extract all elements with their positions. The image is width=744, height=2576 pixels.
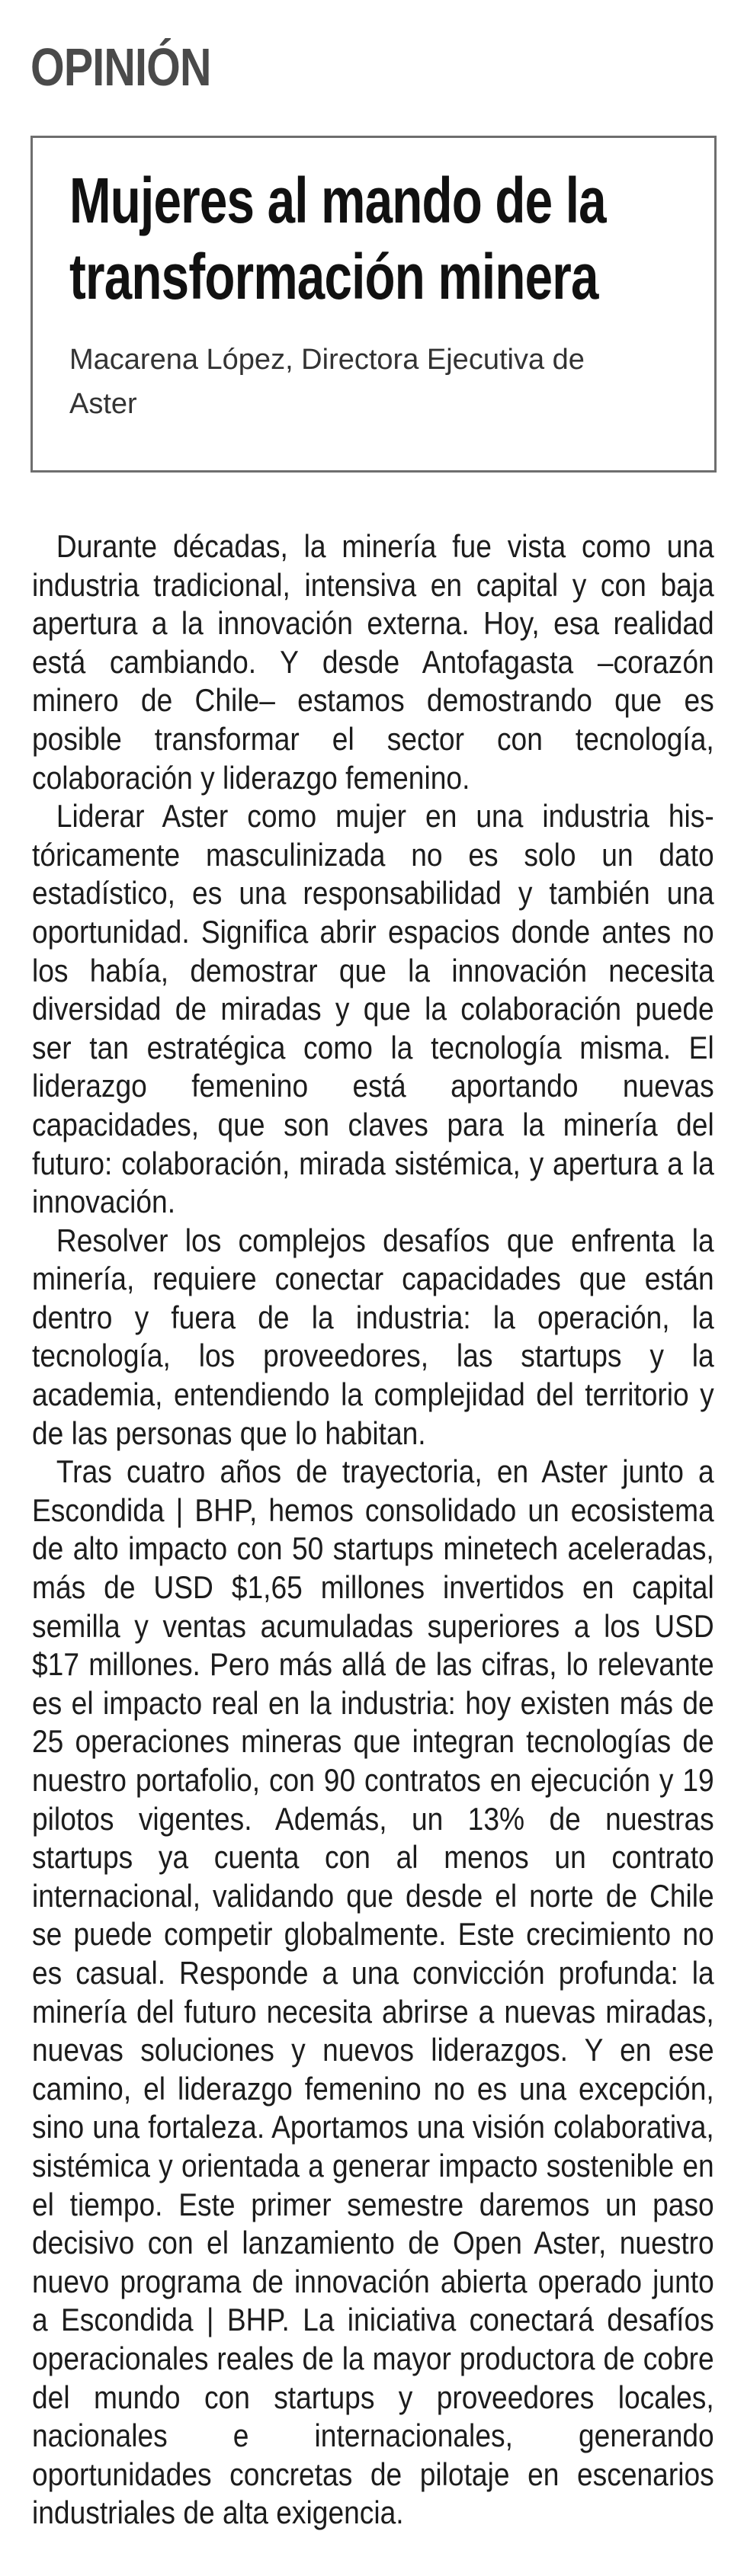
body-paragraph: Durante décadas, la minería fue vista como una industria tradicional, intensiva en capital y con baja apertura a la innovación externa. Hoy, esa realidad está cambiando. Y desde Antofagasta –corazón minero de Chile– estamos demostrando que es posible transformar el sector con tecnología, colaboración y liderazgo femenino. — [32, 528, 714, 796]
headline-box — [30, 136, 717, 473]
body-paragraph: Liderar Aster como mujer en una industria históricamente masculinizada no es solo un dato estadístico, es una responsabilidad y también una oportunidad. Significa abrir espacios donde antes no los había, demostrar que la innovación necesita diversidad de miradas y que la colaboración puede ser tan estratégica como la tecnología misma. El liderazgo femenino está aportando nuevas capacidades, que son claves para la minería del futuro: colaboración, mirada sistémica, y apertura a la innovación. — [32, 798, 714, 1220]
article-body — [32, 527, 714, 2533]
body-paragraph: Resolver los complejos desafíos que enfrenta la minería, requiere conectar capacidades que están dentro y fuera de la industria: la operación, la tecnología, los proveedores, las startups y la academia, entendiendo la complejidad del territorio y de las personas que lo habitan. — [32, 1222, 714, 1451]
article-byline: Macarena López, Directora Ejecutiva de Aster — [69, 344, 585, 420]
body-paragraph: Tras cuatro años de trayectoria, en Aster junto a Escondida | BHP, hemos consolidado un ecosistema de alto impacto con 50 startups minetech aceleradas, más de USD $1,65 millones invertidos en capital semilla y ventas acumuladas superiores a los USD $17 millones. Pero más allá de las cifras, lo relevante es el impacto real en la industria: hoy existen más de 25 operaciones mineras que integran tecnologías de nuestro portafolio, con 90 contratos en ejecución y 19 pilotos vigentes. Además, un 13% de nuestras startups ya cuenta con al menos un contrato internacional, validando que desde el norte de Chile se puede competir globalmente. Este crecimiento no es casual. Responde a una convicción profunda: la minería del futuro necesita abrirse a nuevas miradas, nuevas soluciones y nuevos liderazgos. Y en ese camino, el liderazgo femenino no es una excepción, sino una fortaleza. Aportamos una visión colaborativa, sistémica y orientada a generar impacto sostenible en el tiempo. Este primer semestre daremos un paso decisivo con el lanzamiento de Open Aster, nuestro nuevo programa de innovación abierta operado junto a Escondida | BHP. La iniciativa conectará desafíos operacionales reales de la mayor productora de cobre del mundo con startups y proveedores locales, nacionales e internacionales, generando oportunidades concretas de pilotaje en escenarios industriales de alta exigencia. — [32, 1453, 714, 2531]
article-headline: Mujeres al mando de la transformación minera — [69, 165, 606, 312]
section-label: OPINIÓN — [30, 37, 211, 97]
